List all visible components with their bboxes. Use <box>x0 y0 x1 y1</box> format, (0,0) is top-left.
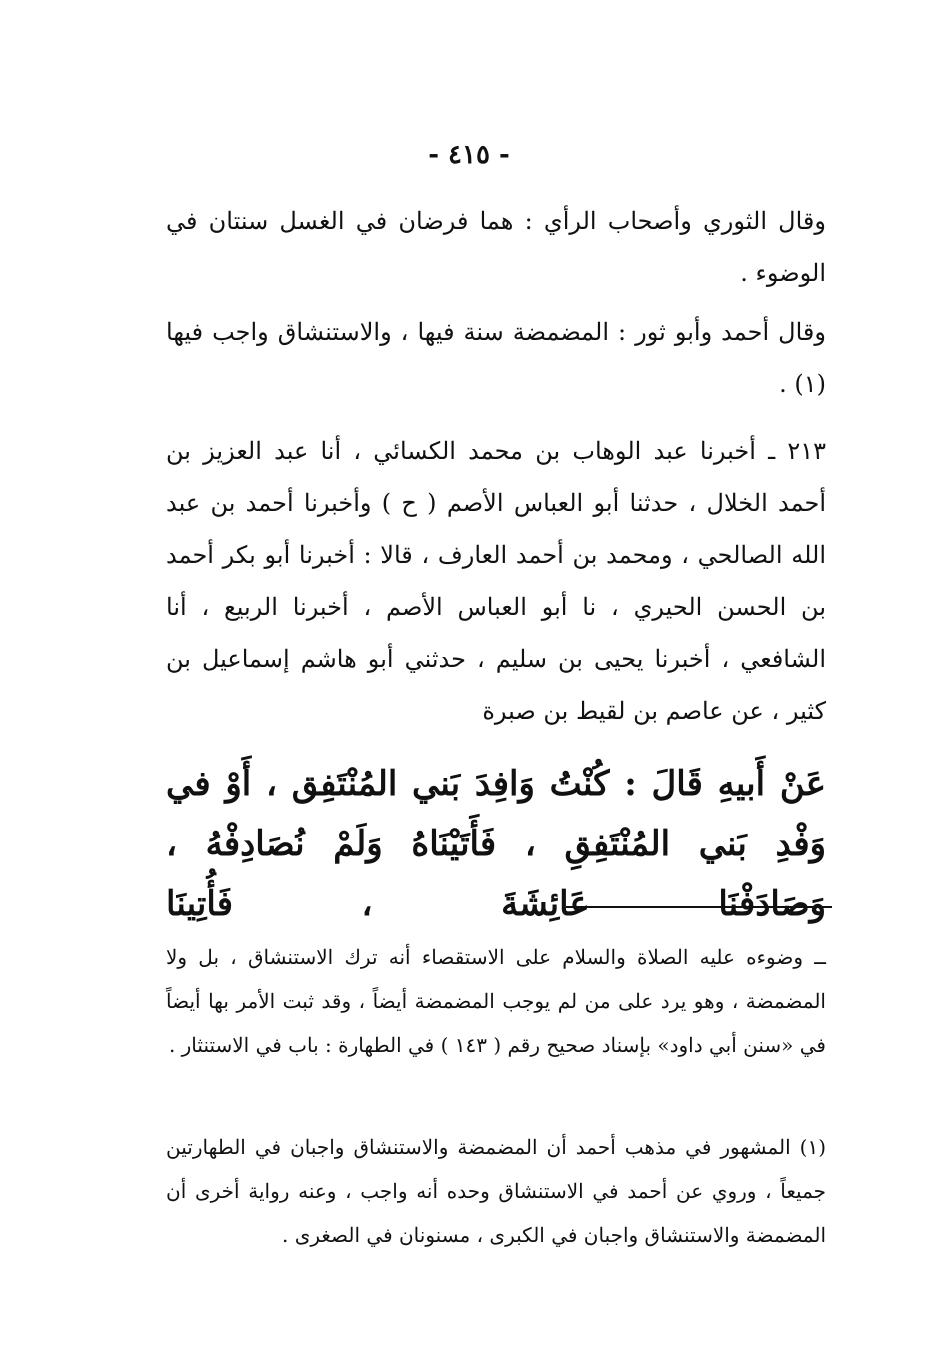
footnote-1: (١) المشهور في مذهب أحمد أن المضمضة والاستنشاق واجبان في الطهارتين جميعاً ، وروي عن أحمد في الاستنشاق وحده أنه واجب ، وعنه رواية أخرى أن المضمضة والاستنشاق واجبان في الكبرى ، مسنونان في الصغرى . <box>166 1135 826 1247</box>
footnote-continuation: ــ وضوءه عليه الصلاة والسلام على الاستقصاء أنه ترك الاستنشاق ، بل ولا المضمضة ، وهو يرد على من لم يوجب المضمضة أيضاً ، وقد ثبت الأمر بها أيضاً في «سنن أبي داود» بإسناد صحيح رقم ( ١٤٣ ) في الطهارة : باب في الاستنثار . <box>166 945 826 1057</box>
body-paragraph-1: وقال الثوري وأصحاب الرأي : هما فرضان في الغسل سنتان في الوضوء . <box>166 207 826 287</box>
page-number: - ٤١٥ - <box>428 140 510 170</box>
footnote-separator <box>566 906 832 908</box>
body-paragraph-2: وقال أحمد وأبو ثور : المضمضة سنة فيها ، والاستنشاق واجب فيها (١) . <box>166 318 826 398</box>
hadith-text: عَنْ أَبيهِ قَالَ : كُنْتُ وَافِدَ بَني المُنْتَفِق ، أَوْ في وَفْدِ بَني المُنْتَفِقِ ، فَأَتَيْنَاهُ وَلَمْ نُصَادِفْهُ ، وَصَادَفْنَا عَائِشَةَ ، فَأُتِينَا <box>166 764 826 924</box>
hadith-chain-paragraph: ٢١٣ ـ أخبرنا عبد الوهاب بن محمد الكسائي ، أنا عبد العزيز بن أحمد الخلال ، حدثنا أبو العباس الأصم ( ح ) وأخبرنا أحمد بن عبد الله الصالحي ، ومحمد بن أحمد العارف ، قالا : أخبرنا أبو بكر أحمد بن الحسن الحيري ، نا أبو العباس الأصم ، أخبرنا الربيع ، أنا الشافعي ، أخبرنا يحيى بن سليم ، حدثني أبو هاشم إسماعيل بن كثير ، عن عاصم بن لقيط بن صبرة <box>166 437 827 725</box>
